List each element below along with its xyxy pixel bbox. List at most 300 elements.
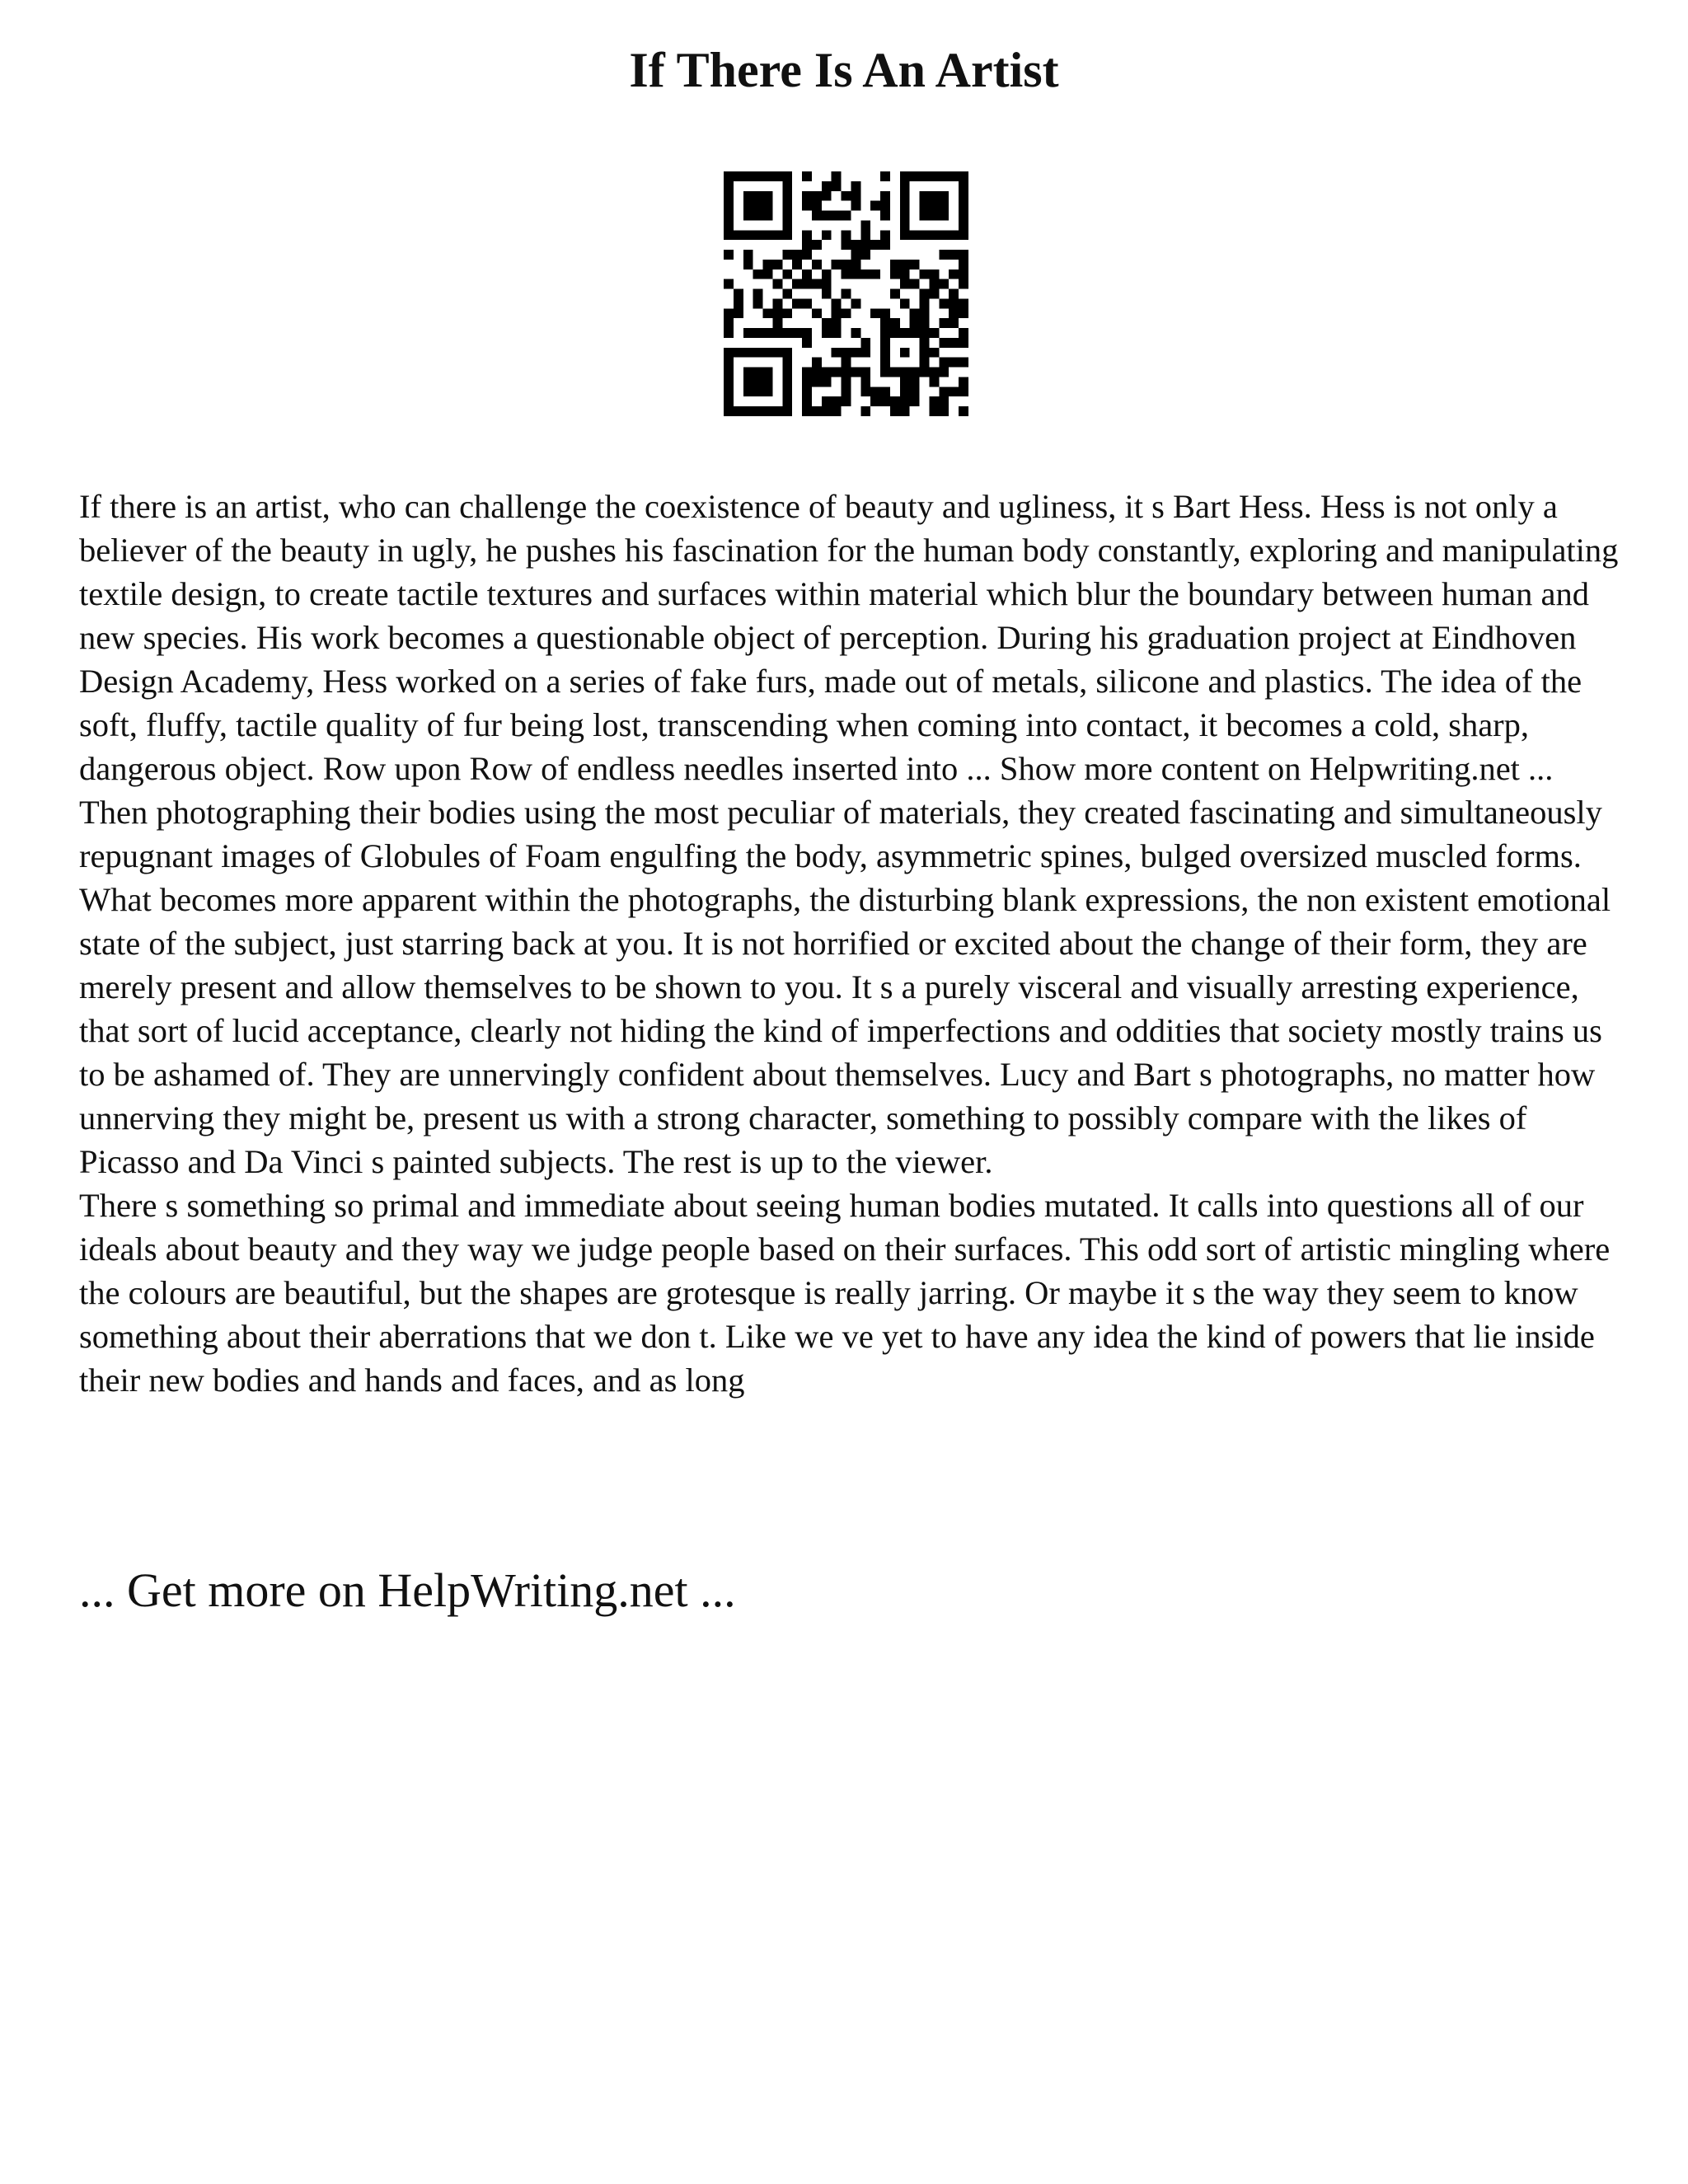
qr-module (782, 377, 792, 387)
qr-module (772, 171, 782, 181)
qr-module (782, 328, 792, 338)
qr-module (929, 191, 939, 201)
qr-module (734, 298, 743, 308)
qr-module (920, 328, 930, 338)
qr-module (832, 211, 842, 221)
qr-module (851, 201, 860, 211)
qr-module (842, 377, 851, 387)
qr-module (734, 308, 743, 318)
qr-module (802, 406, 812, 416)
qr-module (959, 377, 968, 387)
qr-module (949, 387, 959, 396)
qr-module (763, 230, 773, 240)
qr-module (792, 260, 802, 269)
qr-module (920, 308, 930, 318)
qr-module (910, 230, 920, 240)
qr-module (929, 396, 939, 406)
qr-module (920, 211, 930, 221)
qr-module (890, 269, 900, 279)
qr-module (900, 191, 910, 201)
qr-module (910, 396, 920, 406)
qr-module (959, 220, 968, 230)
qr-module (753, 298, 763, 308)
qr-module (763, 368, 773, 377)
qr-module (753, 377, 763, 387)
qr-module (949, 308, 959, 318)
qr-module (832, 368, 842, 377)
qr-module (753, 191, 763, 201)
qr-module (832, 260, 842, 269)
qr-module (743, 368, 753, 377)
qr-module (860, 230, 870, 240)
qr-module (929, 211, 939, 221)
qr-module (782, 396, 792, 406)
qr-module (890, 260, 900, 269)
qr-module (910, 260, 920, 269)
qr-module (763, 308, 773, 318)
qr-module (763, 406, 773, 416)
qr-module (900, 348, 910, 358)
qr-module (782, 387, 792, 396)
qr-module (782, 289, 792, 299)
qr-module (910, 368, 920, 377)
qr-module (900, 269, 910, 279)
qr-code[interactable] (724, 171, 968, 416)
get-more-link[interactable]: ... Get more on HelpWriting.net ... (79, 1563, 736, 1617)
qr-module (851, 191, 860, 201)
qr-module (920, 318, 930, 328)
qr-module (860, 387, 870, 396)
qr-module (772, 230, 782, 240)
qr-module (832, 171, 842, 181)
qr-module (880, 338, 890, 348)
paragraph-1: If there is an artist, who can challenge the coexistence of beauty and ugliness, it s Bart Hess. Hess is not only a believer of the beauty in ugly, he pushes his fascination for the human body constantly, exploring and manipulating textile design, to create tactile textures and surfaces within material which blur the boundary between human and new species. His work becomes a questionable object of perception. During his graduation project at Eindhoven Design Academy, Hess worked on a series of fake furs, made out of metals, silicone and plastics. The idea of the soft, fluffy, tactile quality of fur being lost, transcending when coming into contact, it becomes a cold, sharp, dangerous object. Row upon Row of endless needles inserted into ... Show more content on Helpwriting.net ... (79, 488, 1619, 787)
qr-module (939, 230, 949, 240)
qr-module (822, 396, 832, 406)
qr-module (812, 358, 822, 368)
qr-module (822, 289, 832, 299)
page-title: If There Is An Artist (629, 43, 1059, 97)
qr-module (959, 279, 968, 289)
qr-module (782, 368, 792, 377)
qr-module (959, 338, 968, 348)
qr-module (880, 211, 890, 221)
qr-module (910, 279, 920, 289)
qr-module (890, 406, 900, 416)
qr-module (724, 377, 734, 387)
qr-module (743, 348, 753, 358)
qr-module (753, 201, 763, 211)
qr-module (939, 298, 949, 308)
qr-module (851, 181, 860, 191)
qr-module (929, 171, 939, 181)
qr-module (832, 348, 842, 358)
qr-module (772, 406, 782, 416)
qr-module (812, 406, 822, 416)
qr-module (842, 269, 851, 279)
qr-module (724, 279, 734, 289)
qr-module (743, 191, 753, 201)
qr-module (802, 171, 812, 181)
qr-module (880, 396, 890, 406)
qr-module (959, 260, 968, 269)
qr-module (724, 368, 734, 377)
qr-module (842, 368, 851, 377)
qr-module (939, 201, 949, 211)
qr-module (832, 181, 842, 191)
qr-module (802, 250, 812, 260)
qr-module (929, 348, 939, 358)
qr-module (920, 201, 930, 211)
qr-module (900, 377, 910, 387)
qr-module (860, 368, 870, 377)
qr-module (860, 377, 870, 387)
qr-module (851, 269, 860, 279)
qr-module (880, 240, 890, 250)
qr-module (842, 240, 851, 250)
qr-module (939, 387, 949, 396)
qr-module (822, 328, 832, 338)
qr-module (910, 318, 920, 328)
qr-module (949, 250, 959, 260)
qr-module (939, 191, 949, 201)
qr-module (782, 191, 792, 201)
qr-module (890, 289, 900, 299)
qr-module (851, 328, 860, 338)
qr-module (802, 396, 812, 406)
qr-module (939, 211, 949, 221)
qr-module (792, 328, 802, 338)
qr-module (842, 308, 851, 318)
article-body (79, 485, 1629, 1402)
qr-module (959, 201, 968, 211)
qr-module (812, 377, 822, 387)
qr-module (910, 387, 920, 396)
qr-module (743, 406, 753, 416)
qr-module (724, 358, 734, 368)
qr-module (822, 368, 832, 377)
qr-module (734, 289, 743, 299)
qr-module (900, 396, 910, 406)
qr-module (880, 201, 890, 211)
qr-module (939, 318, 949, 328)
qr-module (734, 171, 743, 181)
qr-module (772, 328, 782, 338)
qr-module (900, 230, 910, 240)
qr-module (860, 220, 870, 230)
qr-module (753, 406, 763, 416)
qr-module (851, 250, 860, 260)
qr-module (822, 191, 832, 201)
qr-module (939, 250, 949, 260)
qr-module (842, 211, 851, 221)
qr-module (802, 279, 812, 289)
qr-module (822, 230, 832, 240)
qr-module (753, 368, 763, 377)
qr-module (753, 211, 763, 221)
qr-module (782, 358, 792, 368)
qr-module (724, 406, 734, 416)
qr-module (900, 181, 910, 191)
qr-module (782, 220, 792, 230)
qr-module (851, 368, 860, 377)
qr-module (939, 406, 949, 416)
qr-module (860, 240, 870, 250)
qr-module (763, 171, 773, 181)
qr-module (832, 308, 842, 318)
qr-module (724, 230, 734, 240)
qr-module (832, 328, 842, 338)
qr-module (782, 406, 792, 416)
qr-module (782, 348, 792, 358)
qr-module (772, 308, 782, 318)
qr-module (900, 406, 910, 416)
qr-module (890, 328, 900, 338)
qr-module (910, 308, 920, 318)
qr-module (890, 368, 900, 377)
qr-module (949, 338, 959, 348)
qr-module (724, 191, 734, 201)
qr-module (743, 328, 753, 338)
qr-module (929, 377, 939, 387)
qr-module (782, 201, 792, 211)
qr-module (812, 308, 822, 318)
qr-module (802, 338, 812, 348)
qr-module (782, 211, 792, 221)
qr-module (949, 230, 959, 240)
qr-module (782, 181, 792, 191)
qr-module (939, 279, 949, 289)
qr-module (920, 269, 930, 279)
qr-module (860, 348, 870, 358)
qr-module (822, 318, 832, 328)
qr-module (812, 191, 822, 201)
qr-module (734, 348, 743, 358)
qr-module (792, 279, 802, 289)
paragraph-2: Then photographing their bodies using the most peculiar of materials, they created fascinating and simultaneously repugnant images of Globules of Foam engulfing the body, asymmetric spines, bulged oversized muscled forms. What becomes more apparent within the photographs, the disturbing blank expressions, the non existent emotional state of the subject, just starring back at you. It is not horrified or excited about the change of their form, they are merely present and allow themselves to be shown to you. It s a purely visceral and visually arresting experience, that sort of lucid acceptance, clearly not hiding the kind of imperfections and oddities that society mostly trains us to be ashamed of. They are unnervingly confident about themselves. Lucy and Bart s photographs, no matter how unnerving they might be, present us with a strong character, something to possibly compare with the likes of Picasso and Da Vinci s painted subjects. The rest is up to the viewer. (79, 794, 1611, 1180)
qr-module (959, 211, 968, 221)
qr-module (870, 396, 880, 406)
qr-module (724, 181, 734, 191)
qr-module (842, 396, 851, 406)
qr-module (870, 387, 880, 396)
qr-module (753, 230, 763, 240)
qr-module (929, 279, 939, 289)
qr-module (822, 377, 832, 387)
qr-module (929, 230, 939, 240)
qr-module (743, 211, 753, 221)
qr-module (734, 406, 743, 416)
qr-module (900, 368, 910, 377)
qr-module (860, 406, 870, 416)
qr-module (763, 377, 773, 387)
qr-module (880, 171, 890, 181)
qr-module (772, 279, 782, 289)
qr-module (822, 211, 832, 221)
qr-module (782, 171, 792, 181)
qr-module (772, 298, 782, 308)
qr-module (949, 318, 959, 328)
qr-module (743, 387, 753, 396)
qr-module (802, 377, 812, 387)
qr-module (949, 298, 959, 308)
qr-module (772, 260, 782, 269)
qr-module (772, 348, 782, 358)
qr-module (851, 240, 860, 250)
qr-module (920, 289, 930, 299)
qr-module (880, 358, 890, 368)
qr-module (782, 230, 792, 240)
qr-module (724, 171, 734, 181)
qr-module (920, 171, 930, 181)
qr-module (832, 318, 842, 328)
qr-module (782, 269, 792, 279)
qr-module (743, 230, 753, 240)
qr-module (959, 328, 968, 338)
qr-module (959, 308, 968, 318)
qr-module (920, 191, 930, 201)
qr-module (802, 269, 812, 279)
qr-module (900, 171, 910, 181)
qr-module (802, 298, 812, 308)
qr-module (802, 368, 812, 377)
qr-module (753, 328, 763, 338)
qr-module (812, 211, 822, 221)
qr-module (939, 358, 949, 368)
qr-module (851, 260, 860, 269)
qr-module (753, 269, 763, 279)
qr-module (802, 230, 812, 240)
qr-module (860, 250, 870, 260)
qr-module (792, 298, 802, 308)
qr-module (900, 387, 910, 396)
qr-module (851, 298, 860, 308)
qr-module (900, 328, 910, 338)
qr-module (900, 201, 910, 211)
qr-module (920, 348, 930, 358)
qr-module (920, 230, 930, 240)
qr-module (870, 240, 880, 250)
qr-module (959, 387, 968, 396)
qr-module (724, 387, 734, 396)
qr-module (870, 269, 880, 279)
qr-module (842, 387, 851, 396)
qr-module (949, 171, 959, 181)
qr-module (792, 250, 802, 260)
qr-module (880, 191, 890, 201)
qr-module (753, 387, 763, 396)
qr-module (870, 201, 880, 211)
qr-module (851, 348, 860, 358)
qr-module (949, 269, 959, 279)
qr-module (939, 171, 949, 181)
qr-module (929, 368, 939, 377)
qr-module (890, 318, 900, 328)
qr-module (812, 279, 822, 289)
qr-module (929, 289, 939, 299)
qr-module (802, 201, 812, 211)
qr-module (724, 201, 734, 211)
qr-module (900, 298, 910, 308)
qr-module (959, 230, 968, 240)
qr-module (959, 406, 968, 416)
qr-module (812, 260, 822, 269)
qr-module (929, 406, 939, 416)
qr-module (763, 269, 773, 279)
qr-module (802, 240, 812, 250)
qr-module (753, 348, 763, 358)
qr-module (929, 201, 939, 211)
qr-module (763, 328, 773, 338)
qr-module (920, 298, 930, 308)
qr-module (724, 308, 734, 318)
qr-module (860, 338, 870, 348)
qr-module (959, 181, 968, 191)
qr-module (763, 201, 773, 211)
qr-module (832, 396, 842, 406)
qr-module (910, 171, 920, 181)
qr-module (782, 308, 792, 318)
qr-module (743, 377, 753, 387)
qr-module (959, 191, 968, 201)
qr-module (880, 368, 890, 377)
qr-module (959, 250, 968, 260)
qr-module (743, 250, 753, 260)
qr-module (743, 201, 753, 211)
qr-module (959, 298, 968, 308)
qr-module (832, 406, 842, 416)
qr-module (724, 318, 734, 328)
qr-module (900, 260, 910, 269)
qr-module (763, 191, 773, 201)
qr-module (782, 250, 792, 260)
qr-module (929, 269, 939, 279)
qr-module (842, 191, 851, 201)
qr-module (842, 260, 851, 269)
qr-module (822, 269, 832, 279)
qr-module (734, 230, 743, 240)
qr-module (910, 377, 920, 387)
qr-module (939, 368, 949, 377)
qr-module (743, 171, 753, 181)
qr-module (763, 348, 773, 358)
qr-module (772, 318, 782, 328)
qr-module (753, 171, 763, 181)
paragraph-3: There s something so primal and immediate about seeing human bodies mutated. It calls into questions all of our ideals about beauty and they way we judge people based on their surfaces. This odd sort of artistic mingling where the colours are beautiful, but the shapes are grotesque is really jarring. Or maybe it s the way they seem to know something about their aberrations that we don t. Like we ve yet to have any idea the kind of powers that lie inside their new bodies and hands and faces, and as long (79, 1187, 1611, 1399)
qr-module (842, 289, 851, 299)
qr-module (812, 240, 822, 250)
qr-module (920, 338, 930, 348)
qr-module (763, 211, 773, 221)
qr-module (900, 220, 910, 230)
qr-module (802, 387, 812, 396)
qr-module (959, 358, 968, 368)
qr-module (822, 181, 832, 191)
qr-module (842, 358, 851, 368)
qr-module (842, 348, 851, 358)
qr-module (880, 318, 890, 328)
qr-module (880, 230, 890, 240)
qr-module (763, 260, 773, 269)
qr-module (743, 260, 753, 269)
qr-module (890, 396, 900, 406)
qr-code-image (724, 171, 968, 416)
qr-module (724, 348, 734, 358)
qr-module (920, 368, 930, 377)
qr-module (763, 387, 773, 396)
qr-module (939, 338, 949, 348)
qr-module (802, 191, 812, 201)
